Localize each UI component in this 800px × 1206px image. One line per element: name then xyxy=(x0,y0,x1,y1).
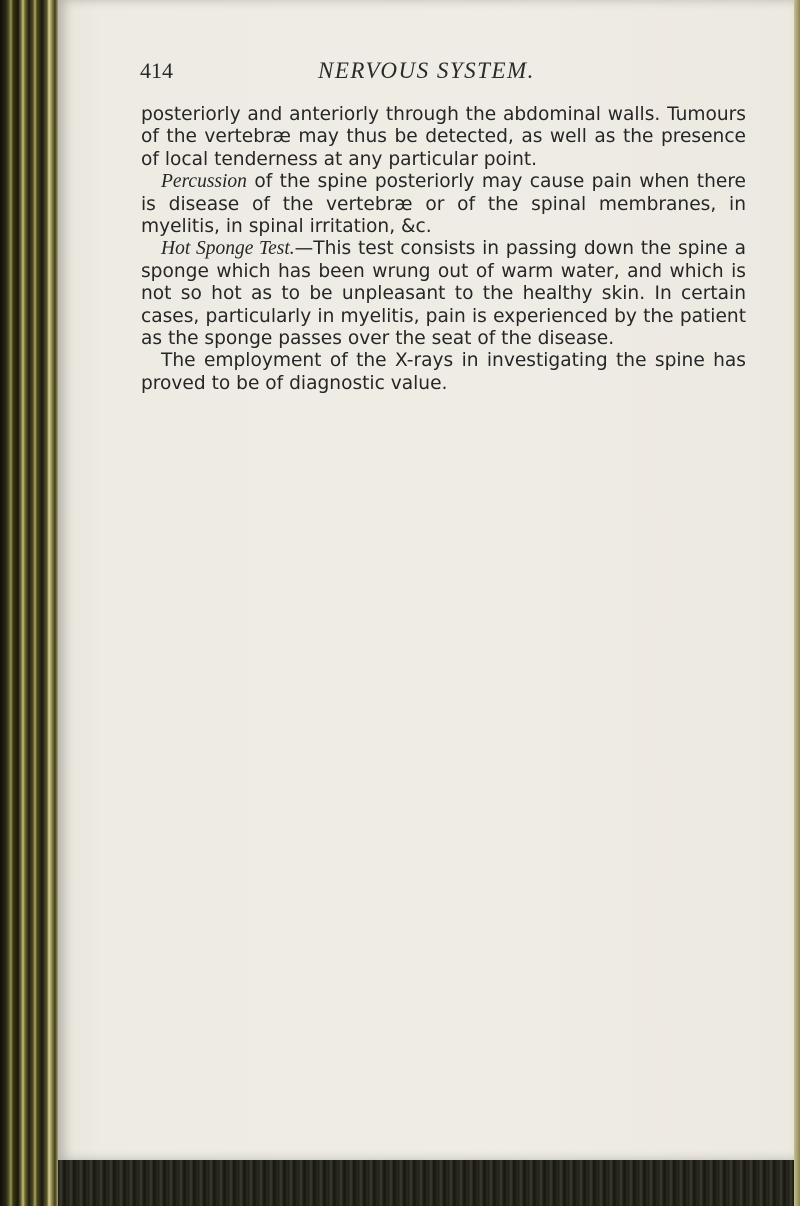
body-text xyxy=(141,104,746,395)
paragraph xyxy=(141,350,746,395)
page-number: 414 xyxy=(140,58,173,83)
book-binding-edge xyxy=(0,0,58,1206)
paragraph-text: of the spine posteriorly may cause pain when there is disease of the vertebræ or of the spinal membranes, in myelitis, in spinal irritation, &c. xyxy=(141,171,746,238)
paragraph-text: posteriorly and anteriorly through the abdominal walls. Tumours of the vertebræ may thus be detected, as well as the presence of local tenderness at any particular point. xyxy=(141,104,746,170)
paragraph-text: —This test consists in passing down the spine a sponge which has been wrung out of warm water, and which is not so hot as to be unpleasant to the healthy skin. In certain cases, particularly in myelitis, pain is experienced by the patient as the sponge passes over the seat of the disease. xyxy=(141,238,746,350)
page-right-edge xyxy=(794,0,800,1206)
paragraph xyxy=(141,238,746,350)
page-header xyxy=(58,58,794,88)
paragraph-term: Percussion xyxy=(161,171,247,193)
paragraph xyxy=(141,104,746,171)
page-bottom-edge xyxy=(58,1160,800,1206)
book-page xyxy=(58,0,794,1160)
paragraph-term: Hot Sponge Test. xyxy=(161,238,295,260)
paragraph xyxy=(141,171,746,238)
paragraph-text: The employment of the X-rays in investigating the spine has proved to be of diagnostic value. xyxy=(141,350,746,394)
running-head: NERVOUS SYSTEM. xyxy=(318,58,535,83)
